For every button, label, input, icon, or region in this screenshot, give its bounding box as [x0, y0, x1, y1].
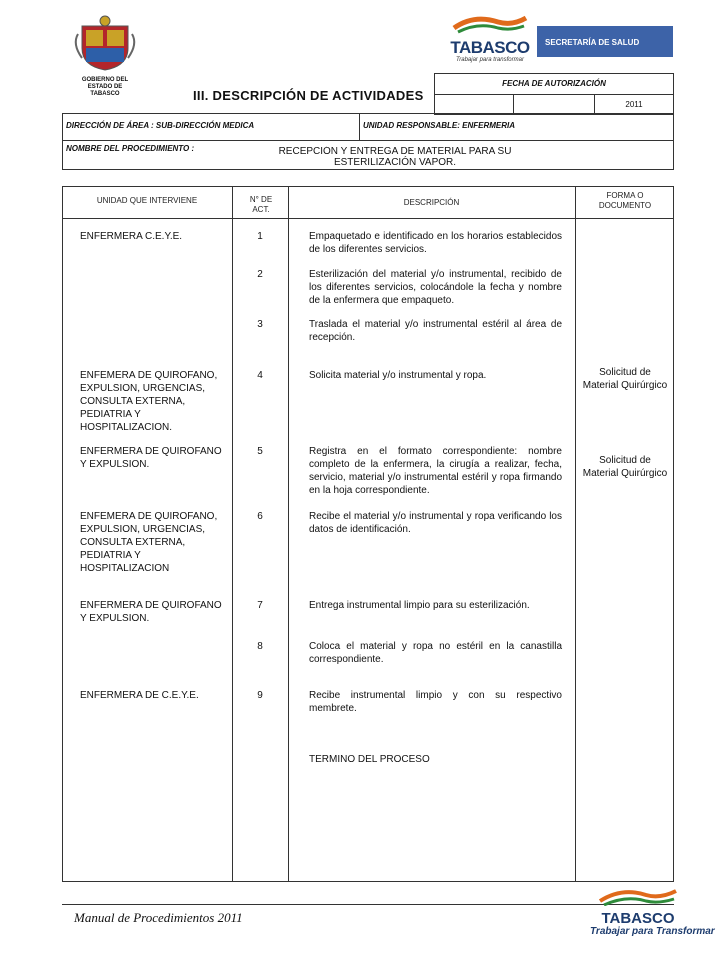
footer-manual: Manual de Procedimientos 2011: [74, 910, 243, 925]
row7-num: 7: [257, 600, 263, 611]
tabasco-logo-tagline: Trabajar para transformar: [456, 57, 524, 63]
col-header-num: N° DE ACT.: [249, 195, 273, 214]
row1-num: 1: [257, 231, 263, 242]
row9-unidad: ENFERMERA DE C.E.Y.E.: [80, 690, 199, 701]
row7-unidad: ENFERMERA DE QUIROFANO Y EXPULSION.: [80, 600, 222, 624]
row5-forma: Solicitud de Material Quirúrgico: [582, 455, 668, 479]
row7-desc: Entrega instrumental limpio para su esterilización.: [309, 600, 530, 611]
row4-unidad: ENFEMERA DE QUIROFANO, EXPULSION, URGENCIAS, CONSULTA EXTERNA, PEDIATRIA Y HOSPITALIZACION.: [80, 370, 218, 433]
row2-num: 2: [257, 269, 263, 280]
footer-tabasco-logo: [590, 888, 715, 940]
row4-forma: Solicitud de Material Quirúrgico: [582, 367, 668, 391]
direccion-label: DIRECCIÓN DE ÁREA : SUB-DIRECCIÓN MEDICA: [66, 121, 255, 130]
gobierno-logo: [70, 14, 140, 97]
row8-desc: Coloca el material y ropa no estéril en la canastilla correspondiente.: [309, 641, 562, 665]
tabasco-logo-text: TABASCO: [450, 38, 530, 57]
row6-unidad: ENFEMERA DE QUIROFANO, EXPULSION, URGENCIAS, CONSULTA EXTERNA, PEDIATRIA Y HOSPITALIZACION: [80, 511, 218, 574]
col-header-unidad: UNIDAD QUE INTERVIENE: [96, 196, 198, 205]
fecha-label: FECHA DE AUTORIZACIÓN: [502, 79, 606, 88]
fecha-year: 2011: [625, 100, 643, 109]
page-title: III. DESCRIPCIÓN DE ACTIVIDADES: [193, 88, 424, 103]
coat-of-arms-icon: [70, 14, 140, 72]
termino-proceso: TERMINO DEL PROCESO: [309, 754, 430, 765]
gobierno-label-1: GOBIERNO DEL: [81, 77, 129, 83]
row9-num: 9: [257, 690, 263, 701]
procedimiento-label: NOMBRE DEL PROCEDIMIENTO :: [66, 144, 195, 153]
row4-num: 4: [257, 370, 263, 381]
tabasco-logo: [448, 14, 532, 63]
footer-tabasco-swoosh-icon: [590, 888, 686, 906]
row6-desc: Recibe el material y/o instrumental y ropa verificando los datos de identificación.: [309, 511, 562, 535]
procedimiento-value: RECEPCIÓN Y ENTREGA DE MATERIAL PARA SU ESTERILIZACIÓN VAPOR.: [278, 146, 512, 168]
gobierno-label-2: ESTADO DE: [87, 84, 123, 90]
gobierno-label-3: TABASCO: [90, 91, 120, 97]
row5-desc: Registra en el formato correspondiente: nombre completo de la enfermera, la cirugía a realizar, fecha, servicio, material y/o instrumental estéril y ropa firmando en la hoja correspondiente.: [309, 446, 562, 496]
row1-unidad: ENFERMERA C.E.Y.E.: [80, 231, 183, 242]
row5-unidad: ENFERMERA DE QUIROFANO Y EXPULSION.: [80, 446, 222, 470]
footer-logo-text: TABASCO: [601, 910, 675, 927]
row3-desc: Traslada el material y/o instrumental estéril al área de recepción.: [309, 319, 562, 343]
row9-desc: Recibe instrumental limpio y con su respectivo membrete.: [309, 690, 562, 714]
row4-desc: Solicita material y/o instrumental y ropa.: [309, 370, 487, 381]
tabasco-swoosh-icon: [448, 14, 532, 34]
secretaria-banner: [537, 26, 673, 57]
col-header-descripcion: DESCRIPCIÓN: [403, 198, 460, 207]
row8-num: 8: [257, 641, 263, 652]
secretaria-label: SECRETARÍA DE SALUD: [545, 38, 640, 47]
col-header-forma: FORMA O DOCUMENTO: [598, 191, 652, 210]
row1-desc: Empaquetado e identificado en los horarios establecidos de los diferentes servicios.: [309, 231, 562, 255]
row2-desc: Esterilización del material y/o instrumental, recibido de los diferentes servicios, colocándole la fecha y nombre de la enfermera que empaqueto.: [309, 269, 562, 306]
row6-num: 6: [257, 511, 263, 522]
unidad-label: UNIDAD RESPONSABLE: ENFERMERIA: [363, 121, 516, 130]
row5-num: 5: [257, 446, 263, 457]
row3-num: 3: [257, 319, 263, 330]
footer-logo-tagline: Trabajar para Transformar: [590, 926, 715, 937]
